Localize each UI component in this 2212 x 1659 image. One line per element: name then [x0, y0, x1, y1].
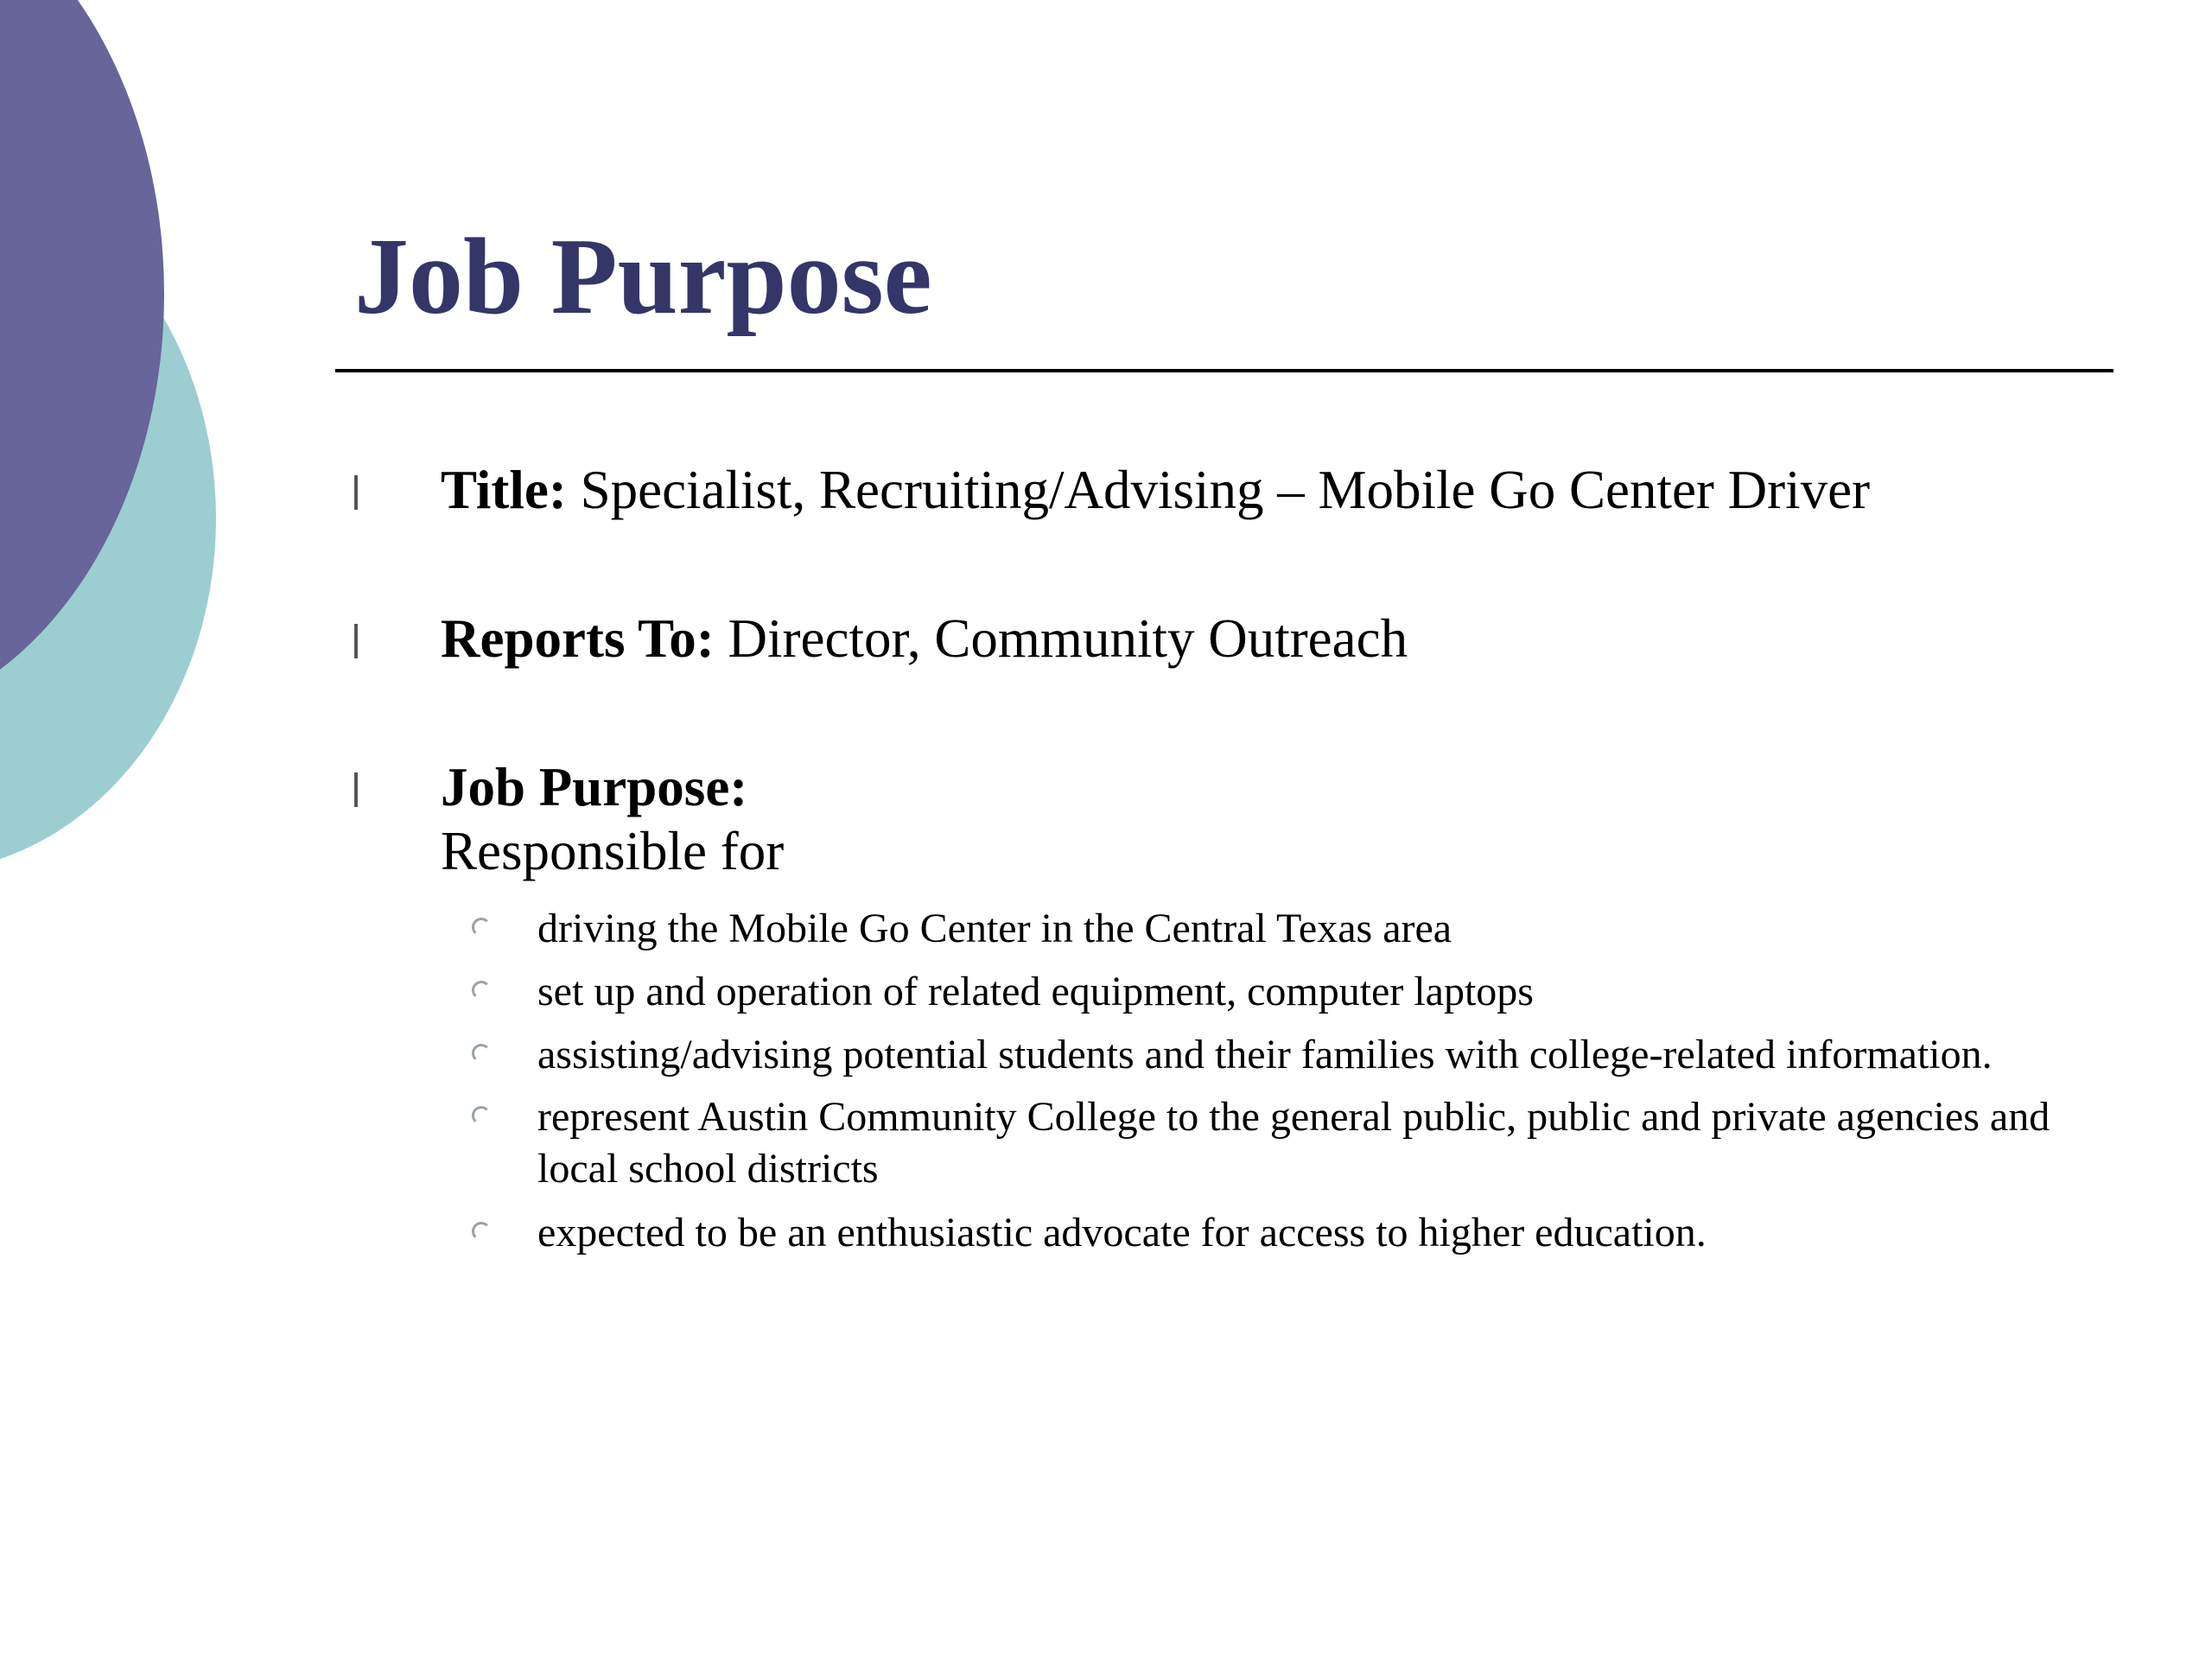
bullet-marker-icon	[354, 772, 358, 807]
sub-bullet-icon	[472, 1106, 491, 1125]
sub-bullet-icon	[472, 981, 491, 1000]
item-label: Title:	[441, 460, 567, 520]
title-divider	[335, 369, 2113, 372]
bullet-marker-icon	[354, 624, 358, 658]
sub-bullet-icon	[472, 918, 491, 937]
item-value: Specialist, Recruiting/Advising – Mobile Go Center Driver	[566, 460, 1871, 520]
slide-title: Job Purpose	[354, 217, 932, 337]
responsibility-item: represent Austin Community College to the general public, public and private agencies and local school districts	[537, 1094, 2050, 1192]
sub-bullet-icon	[472, 1044, 491, 1063]
sub-bullet-icon	[472, 1222, 491, 1241]
item-label: Reports To:	[441, 608, 715, 669]
responsibility-item: expected to be an enthusiastic advocate for access to higher education.	[537, 1210, 1707, 1255]
item-value: Director, Community Outreach	[714, 608, 1408, 669]
responsibility-item: set up and operation of related equipment, computer laptops	[537, 969, 1534, 1014]
bullet-marker-icon	[354, 475, 358, 510]
responsibility-item: assisting/advising potential students and their families with college-related information.	[537, 1032, 1993, 1077]
bullet-item-job-purpose	[441, 755, 747, 821]
bullet-item-title	[441, 458, 1870, 524]
item-label: Job Purpose:	[441, 757, 748, 817]
job-purpose-intro: Responsible for	[441, 821, 785, 881]
bullet-item-reports-to	[441, 607, 1408, 672]
responsibility-item: driving the Mobile Go Center in the Central Texas area	[537, 906, 1452, 951]
